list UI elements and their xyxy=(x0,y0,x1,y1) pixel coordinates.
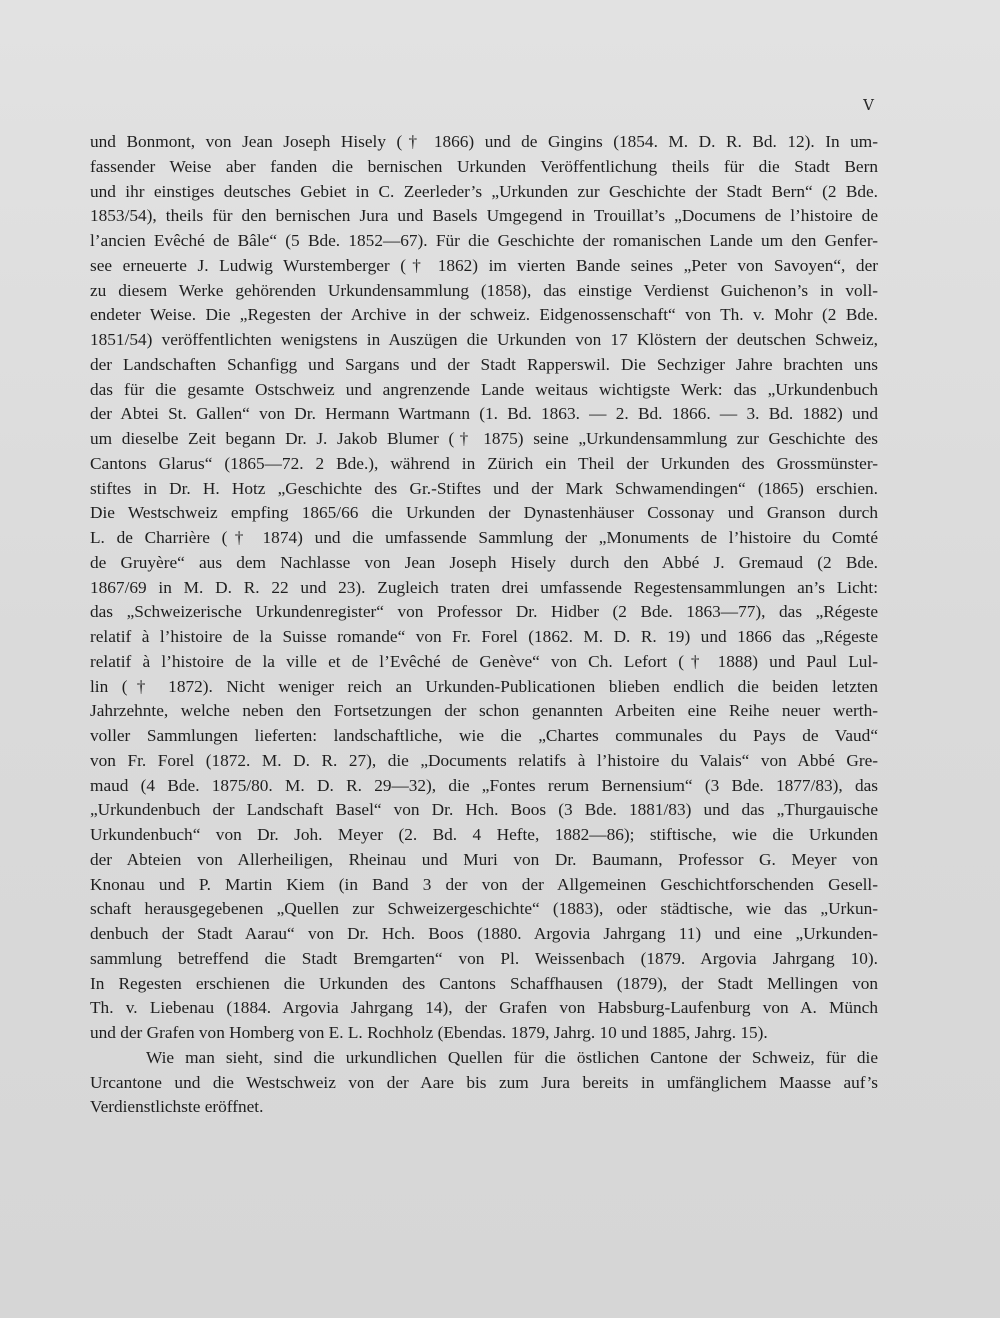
text-line: endeter Weise. Die „Regesten der Archive in der schweiz. Eidgenossenschaft“ von Th. v. Mohr (2 Bde. xyxy=(90,305,878,325)
text-line: Verdienstlichste eröffnet. xyxy=(90,1097,264,1117)
text-line: Cantons Glarus“ (1865—72. 2 Bde.), während in Zürich ein Theil der Urkunden des Grossmünster- xyxy=(90,453,878,473)
text-line: denbuch der Stadt Aarau“ von Dr. Hch. Boos (1880. Argovia Jahrgang 11) und eine „Urkunden- xyxy=(90,924,878,943)
text-line: relatif à l’histoire de la ville et de l’Evêché de Genève“ von Ch. Lefort († 1888) und Paul Lul- xyxy=(90,651,878,671)
paragraph-1 xyxy=(90,130,878,1046)
text-line: Th. v. Liebenau (1884. Argovia Jahrgang 14), der Grafen von Habsburg-Laufenburg von A. Münch xyxy=(90,998,878,1018)
paragraph-2 xyxy=(90,1046,878,1120)
text-line: Knonau und P. Martin Kiem (in Band 3 der von der Allgemeinen Geschichtforschenden Gesell- xyxy=(90,874,878,894)
text-line: voller Sammlungen lieferten: landschaftliche, wie die „Chartes communales du Pays de Vaud“ xyxy=(90,726,878,745)
text-line: der Landschaften Schanfigg und Sargans und der Stadt Rapperswil. Die Sechziger Jahre brachten uns xyxy=(90,354,878,374)
text-line: von Fr. Forel (1872. M. D. R. 27), die „Documents relatifs à l’histoire du Valais“ von Abbé Gre- xyxy=(90,750,878,770)
text-line: das „Schweizerische Urkundenregister“ von Professor Dr. Hidber (2 Bde. 1863—77), das „Régeste xyxy=(90,602,878,622)
text-line: um dieselbe Zeit begann Dr. J. Jakob Blumer († 1875) seine „Urkundensammlung zur Geschichte des xyxy=(90,429,878,448)
text-line: 1851/54) veröffentlichten wenigstens in Auszügen die Urkunden von 17 Klöstern der deutschen Schweiz, xyxy=(90,330,878,349)
text-line: Wie man sieht, sind die urkundlichen Quellen für die östlichen Cantone der Schweiz, für die xyxy=(146,1047,878,1067)
text-line: der Abtei St. Gallen“ von Dr. Hermann Wartmann (1. Bd. 1863. — 2. Bd. 1866. — 3. Bd. 1882) und xyxy=(90,404,878,424)
text-line: fassender Weise aber fanden die bernischen Urkunden Veröffentlichung theils für die Stadt Bern xyxy=(90,156,878,176)
text-line: sammlung betreffend die Stadt Bremgarten“ von Pl. Weissenbach (1879. Argovia Jahrgang 10). xyxy=(90,948,878,968)
text-line: Die Westschweiz empfing 1865/66 die Urkunden der Dynastenhäuser Cossonay und Granson durch xyxy=(90,503,878,523)
text-line: Urkundenbuch“ von Dr. Joh. Meyer (2. Bd. 4 Hefte, 1882—86); stiftische, wie die Urkunden xyxy=(90,825,878,844)
text-line: In Regesten erschienen die Urkunden des Cantons Schaffhausen (1879), der Stadt Mellingen von xyxy=(90,973,878,993)
text-line: relatif à l’histoire de la Suisse romande“ von Fr. Forel (1862. M. D. R. 19) und 1866 das „Régeste xyxy=(90,627,878,646)
body-text xyxy=(90,130,878,1120)
text-line: und Bonmont, von Jean Joseph Hisely († 1866) und de Gingins (1854. M. D. R. Bd. 12). In um- xyxy=(90,132,878,151)
page-number: V xyxy=(863,96,874,114)
text-line: de Gruyère“ aus dem Nachlasse von Jean Joseph Hisely durch den Abbé J. Gremaud (2 Bde. xyxy=(90,552,878,572)
text-line: das für die gesamte Ostschweiz und angrenzende Lande weitaus wichtigste Werk: das „Urkundenbuch xyxy=(90,379,878,399)
text-line: L. de Charrière († 1874) und die umfassende Sammlung der „Monuments de l’histoire du Comté xyxy=(90,528,878,547)
text-line: der Abteien von Allerheiligen, Rheinau und Muri von Dr. Baumann, Professor G. Meyer von xyxy=(90,849,878,869)
text-line: und ihr einstiges deutsches Gebiet in C. Zeerleder’s „Urkunden zur Geschichte der Stadt Bern“ (2 Bde. xyxy=(90,181,878,201)
text-line: schaft herausgegebenen „Quellen zur Schweizergeschichte“ (1883), oder städtische, wie das „Urkun- xyxy=(90,899,878,919)
text-line: lin († 1872). Nicht weniger reich an Urkunden-Publicationen blieben endlich die beiden letzten xyxy=(90,676,878,696)
text-line: see erneuerte J. Ludwig Wurstemberger († 1862) im vierten Bande seines „Peter von Savoyen“, der xyxy=(90,255,878,275)
text-line: l’ancien Evêché de Bâle“ (5 Bde. 1852—67). Für die Geschichte der romanischen Lande um den Genfer- xyxy=(90,231,878,250)
text-line: und der Grafen von Homberg von E. L. Rochholz (Ebendas. 1879, Jahrg. 10 und 1885, Jahrg. 15). xyxy=(90,1023,768,1042)
text-line: stiftes in Dr. H. Hotz „Geschichte des Gr.-Stiftes und der Mark Schwamendingen“ (1865) erschien. xyxy=(90,478,878,498)
text-line: Urcantone und die Westschweiz von der Aare bis zum Jura bereits in umfänglichem Maasse auf’s xyxy=(90,1072,878,1092)
text-line: „Urkundenbuch der Landschaft Basel“ von Dr. Hch. Boos (3 Bde. 1881/83) und das „Thurgauische xyxy=(90,800,878,820)
text-line: maud (4 Bde. 1875/80. M. D. R. 29—32), die „Fontes rerum Bernensium“ (3 Bde. 1877/83), das xyxy=(90,775,878,795)
text-line: Jahrzehnte, welche neben den Fortsetzungen der schon genannten Arbeiten eine Reihe neuer werth- xyxy=(90,701,878,721)
text-line: 1867/69 in M. D. R. 22 und 23). Zugleich traten drei umfassende Regestensammlungen an’s Licht: xyxy=(90,577,878,597)
text-line: zu diesem Werke gehörenden Urkundensammlung (1858), das einstige Verdienst Guichenon’s in voll- xyxy=(90,280,878,300)
text-line: 1853/54), theils für den bernischen Jura und Basels Umgegend in Trouillat’s „Documens de l’histoire de xyxy=(90,206,878,226)
